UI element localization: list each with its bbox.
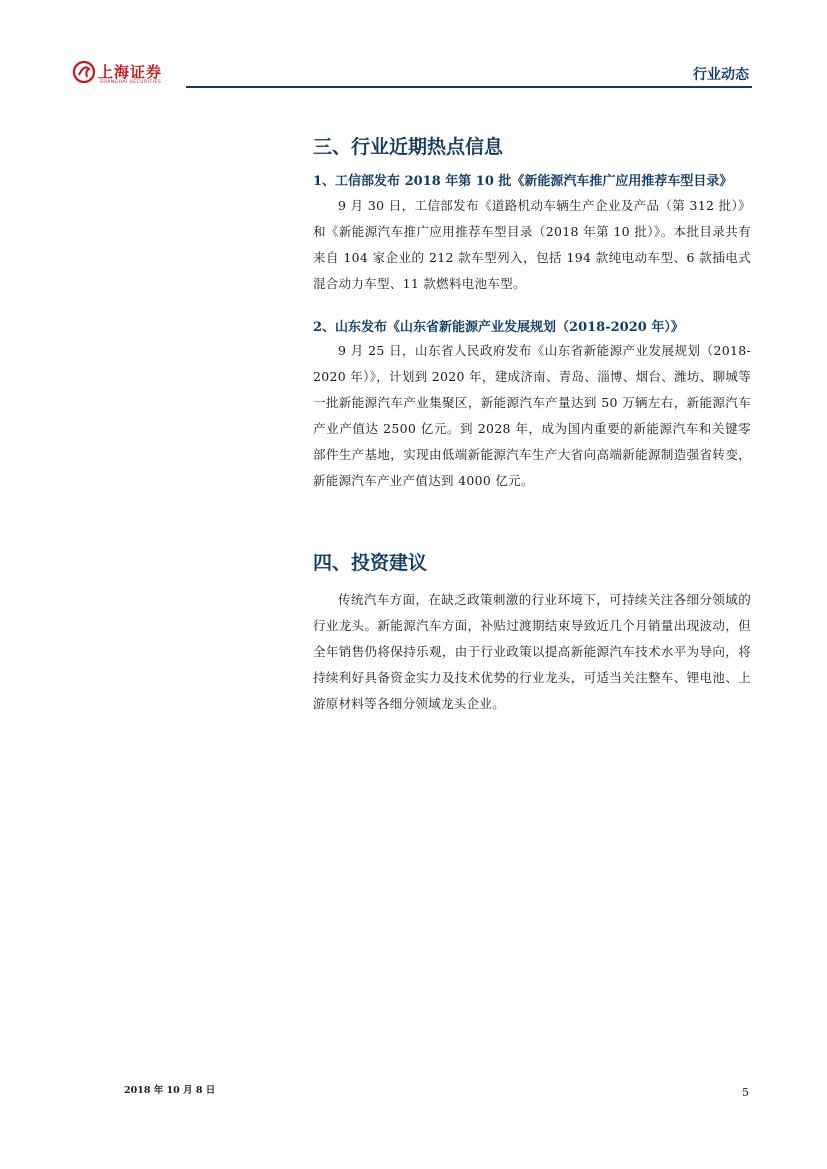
section-4-title: 四、投资建议 bbox=[313, 552, 428, 574]
item-1-body: 9 月 30 日，工信部发布《道路机动车辆生产企业及产品（第 312 批）》和《新能源汽车推广应用推荐车型目录（2018 年第 10 批）》。本批目录共有来自 104 家企业的 212 款车型列入，包括 194 款纯电动车型、6 款插电式混合动力车型、11 款燃料电池车型。 bbox=[313, 198, 751, 291]
logo-emblem-icon bbox=[72, 60, 96, 84]
section-3-title: 三、行业近期热点信息 bbox=[313, 136, 504, 158]
logo-subtitle: SHANGHAI SECURITIES bbox=[100, 80, 162, 85]
page-number: 5 bbox=[742, 1086, 749, 1099]
item-1-heading: 1、工信部发布 2018 年第 10 批《新能源汽车推广应用推荐车型目录》 bbox=[313, 174, 733, 189]
item-2-heading: 2、山东发布《山东省新能源产业发展规划（2018-2020 年）》 bbox=[313, 320, 684, 335]
header-divider bbox=[186, 86, 752, 88]
logo-text: 上海证券 bbox=[98, 63, 163, 81]
section-tag: 行业动态 bbox=[693, 67, 749, 83]
footer-date: 2018 年 10 月 8 日 bbox=[124, 1085, 216, 1096]
company-logo bbox=[72, 60, 172, 90]
item-2-body: 9 月 25 日，山东省人民政府发布《山东省新能源产业发展规划（2018-2020 年）》，计划到 2020 年，建成济南、青岛、淄博、烟台、潍坊、聊城等一批新能源汽车产业集聚区，新能源汽车产量达到 50 万辆左右，新能源汽车产业产值达 2500 亿元。到 2028 年，成为国内重要的新能源汽车和关键零部件生产基地，实现由低端新能源汽车生产大省向高端新能源制造强省转变，新能源汽车产业产值达到 4000 亿元。 bbox=[313, 343, 751, 488]
investment-advice-body: 传统汽车方面，在缺乏政策刺激的行业环境下，可持续关注各细分领域的行业龙头。新能源汽车方面，补贴过渡期结束导致近几个月销量出现波动，但全年销售仍将保持乐观，由于行业政策以提高新能源汽车技术水平为导向，将持续利好具备资金实力及技术优势的行业龙头，可适当关注整车、锂电池、上游原材料等各细分领域龙头企业。 bbox=[313, 592, 751, 711]
